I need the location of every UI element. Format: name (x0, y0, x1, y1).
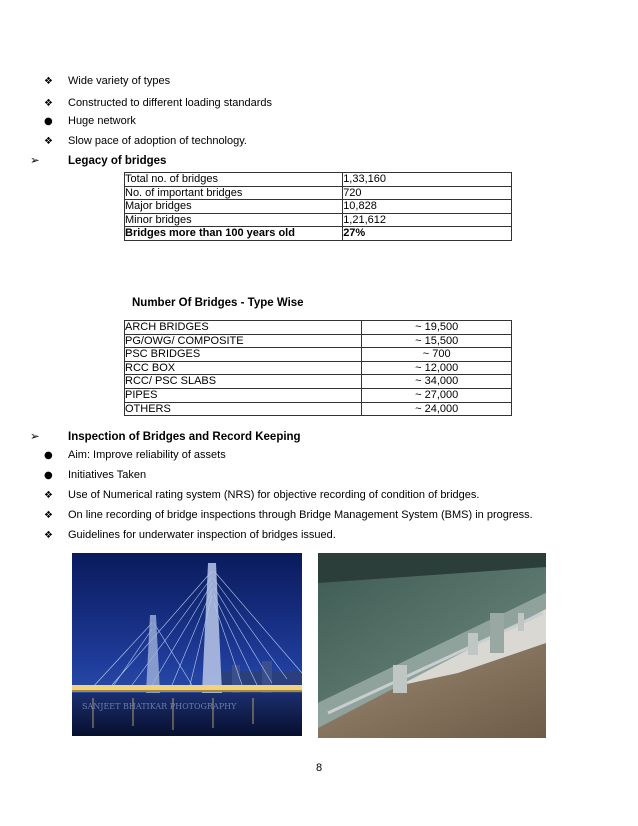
table-cell-label: Minor bridges (125, 213, 343, 227)
arrow-bullet-icon: ➢ (30, 429, 40, 443)
arrow-bullet-icon: ➢ (30, 153, 40, 167)
bullet-text: Aim: Improve reliability of assets (68, 449, 226, 461)
bullet-text: Constructed to different loading standards (68, 97, 273, 109)
table-row (125, 227, 512, 241)
heading-text: Legacy of bridges (68, 155, 167, 167)
photo-watermark: SANJEET BHATIKAR PHOTOGRAPHY (82, 702, 237, 711)
dot-bullet-icon: ● (44, 470, 53, 481)
table-row (125, 334, 512, 348)
bullet-text: Use of Numerical rating system (NRS) for objective recording of condition of bridges. (68, 489, 480, 501)
table-cell-value: 10,828 (343, 200, 512, 214)
bullet-item (44, 113, 136, 129)
bullet-text: Slow pace of adoption of technology. (68, 135, 247, 147)
table-row (125, 173, 512, 187)
bullet-text: Guidelines for underwater inspection of bridges issued. (68, 529, 336, 541)
dot-bullet-icon: ● (44, 116, 53, 127)
table-row (125, 361, 512, 375)
bullet-item (44, 133, 247, 149)
table-cell-label: ARCH BRIDGES (125, 321, 362, 335)
girder-inspection-photo (318, 553, 546, 738)
table-cell-label: RCC/ PSC SLABS (125, 375, 362, 389)
table-row (125, 388, 512, 402)
table-cell-value: ~ 27,000 (362, 388, 512, 402)
girder-underside-image (318, 553, 546, 738)
table-row (125, 348, 512, 362)
bullet-text: Huge network (68, 115, 136, 127)
diamond-bullet-icon: ❖ (44, 76, 53, 87)
dot-bullet-icon: ● (44, 450, 53, 461)
diamond-bullet-icon: ❖ (44, 530, 53, 541)
legacy-table (124, 172, 512, 241)
table-cell-label: PSC BRIDGES (125, 348, 362, 362)
bullet-item (44, 487, 479, 503)
bullet-text: Initiatives Taken (68, 469, 147, 481)
table-cell-value: 27% (343, 227, 512, 241)
table-cell-value: 1,21,612 (343, 213, 512, 227)
table-cell-label: OTHERS (125, 402, 362, 416)
table-row (125, 375, 512, 389)
bridge-night-photo (72, 553, 302, 736)
bullet-item (44, 467, 146, 483)
diamond-bullet-icon: ❖ (44, 136, 53, 147)
heading-text: Inspection of Bridges and Record Keeping (68, 431, 301, 443)
table-cell-value: ~ 700 (362, 348, 512, 362)
bullet-text: On line recording of bridge inspections through Bridge Management System (BMS) in progress. (68, 509, 533, 521)
bullet-item (44, 95, 272, 111)
table-row (125, 321, 512, 335)
table-row (125, 186, 512, 200)
section-heading-legacy (30, 152, 166, 168)
table-cell-value: 1,33,160 (343, 173, 512, 187)
table-cell-label: Major bridges (125, 200, 343, 214)
table-cell-value: ~ 34,000 (362, 375, 512, 389)
section-heading-inspection (30, 428, 301, 444)
table-cell-value: ~ 19,500 (362, 321, 512, 335)
table-cell-label: PG/OWG/ COMPOSITE (125, 334, 362, 348)
bullet-text: Wide variety of types (68, 75, 171, 87)
bullet-item (44, 507, 533, 523)
diamond-bullet-icon: ❖ (44, 490, 53, 501)
bullet-item (44, 447, 226, 463)
table-row (125, 200, 512, 214)
bullet-item (44, 73, 170, 89)
type-wise-caption: Number Of Bridges - Type Wise (132, 297, 304, 309)
bullet-item (44, 527, 336, 543)
diamond-bullet-icon: ❖ (44, 98, 53, 109)
table-cell-value: ~ 12,000 (362, 361, 512, 375)
table-cell-label: No. of important bridges (125, 186, 343, 200)
table-cell-label: Total no. of bridges (125, 173, 343, 187)
page-number: 8 (315, 762, 323, 774)
table-row (125, 402, 512, 416)
table-cell-value: ~ 15,500 (362, 334, 512, 348)
type-wise-table (124, 320, 512, 416)
table-row (125, 213, 512, 227)
diamond-bullet-icon: ❖ (44, 510, 53, 521)
cable-stayed-bridge-image (72, 553, 302, 736)
table-cell-value: ~ 24,000 (362, 402, 512, 416)
table-cell-label: Bridges more than 100 years old (125, 227, 343, 241)
table-cell-value: 720 (343, 186, 512, 200)
table-cell-label: RCC BOX (125, 361, 362, 375)
table-cell-label: PIPES (125, 388, 362, 402)
